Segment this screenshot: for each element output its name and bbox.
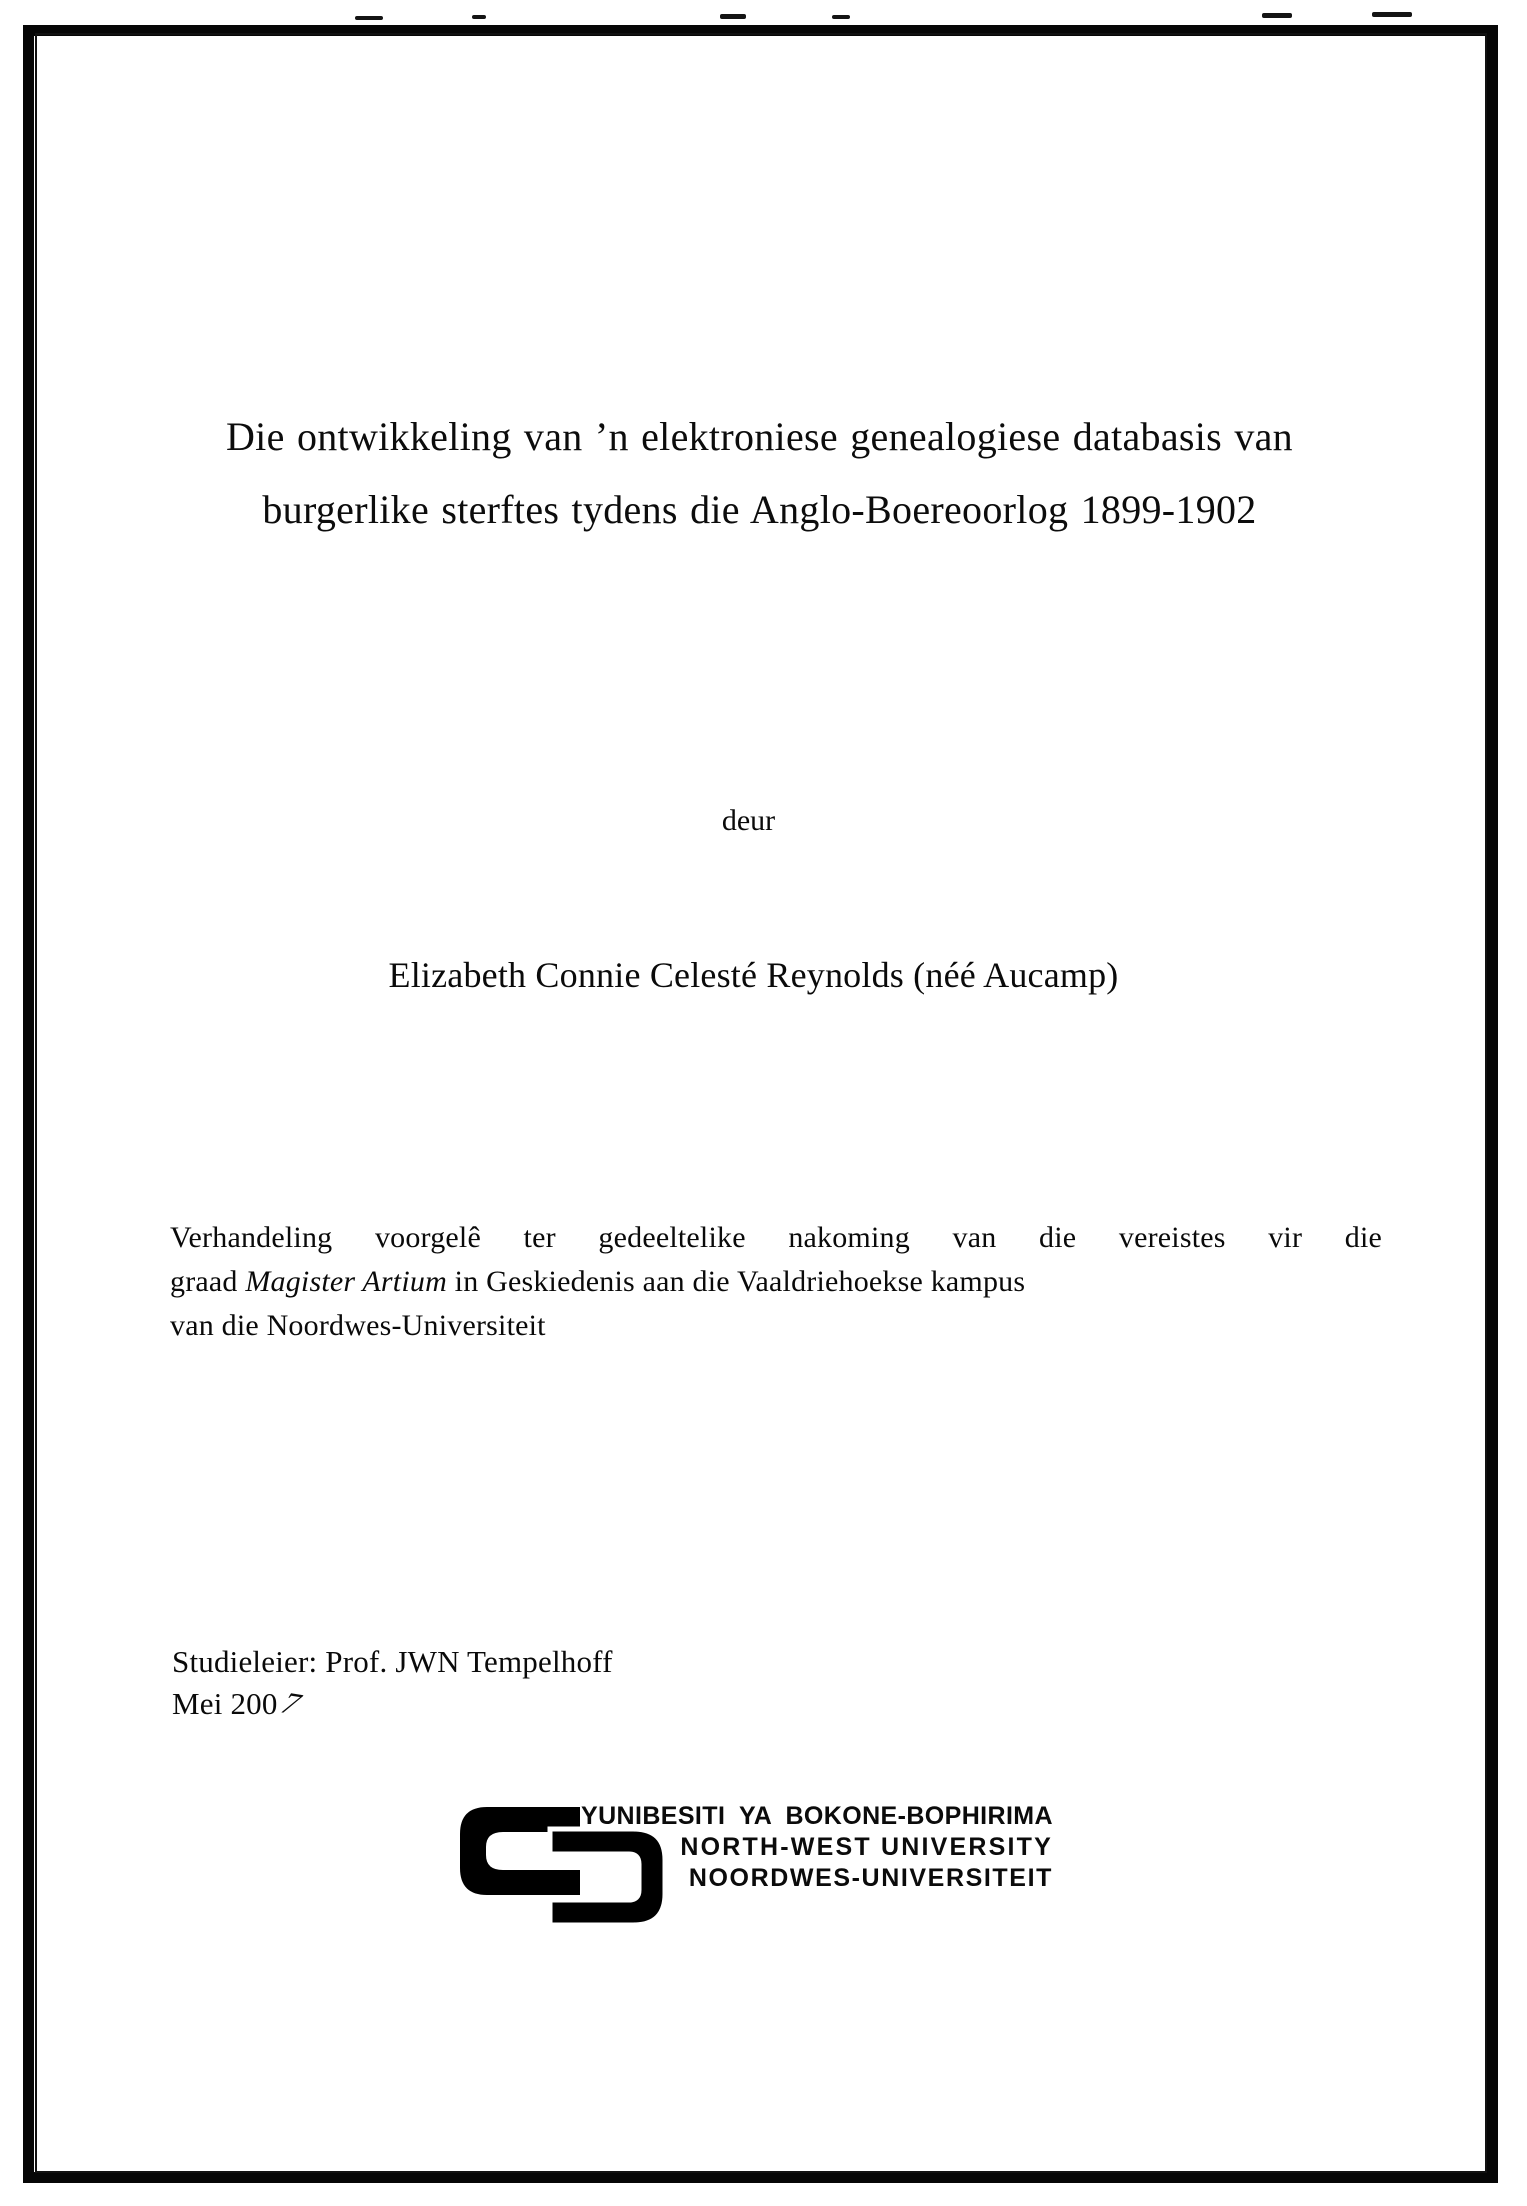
author-name: Elizabeth Connie Celesté Reynolds (néé Aucamp) bbox=[388, 955, 1119, 995]
degree-statement-line1: Verhandeling voorgelê ter gedeeltelike nakoming van die vereistes vir die bbox=[170, 1221, 1382, 1254]
supervisor-block bbox=[172, 1641, 613, 1725]
date-last-digit: 7 bbox=[273, 1685, 309, 1721]
scan-artifact bbox=[1262, 13, 1292, 18]
university-name-setswana: YUNIBESITI YA BOKONE-BOPHIRIMA bbox=[581, 1802, 1053, 1830]
date-prefix: Mei 200 bbox=[172, 1686, 278, 1721]
byline-label: deur bbox=[721, 804, 776, 837]
scan-artifact bbox=[355, 16, 383, 20]
degree-name-italic: Magister Artium bbox=[245, 1265, 447, 1298]
thesis-title bbox=[80, 400, 1439, 546]
degree-statement-line2 bbox=[170, 1260, 1382, 1304]
date-line bbox=[172, 1683, 613, 1725]
university-name-block bbox=[581, 1801, 1053, 1894]
thesis-title-line2: burgerlike sterftes tydens die Anglo-Boereoorlog 1899-1902 bbox=[262, 487, 1257, 532]
scan-artifact bbox=[472, 15, 486, 19]
north-west-university-logo bbox=[455, 1790, 1055, 1930]
degree-statement-line2-prefix: graad bbox=[170, 1265, 246, 1298]
university-name-english: NORTH-WEST UNIVERSITY bbox=[680, 1833, 1053, 1861]
scan-artifact bbox=[832, 15, 850, 19]
degree-statement-line2-suffix: in Geskiedenis aan die Vaaldriehoekse kampus bbox=[446, 1265, 1026, 1298]
thesis-title-line1: Die ontwikkeling van ’n elektroniese genealogiese databasis van bbox=[225, 414, 1293, 459]
supervisor-line: Studieleier: Prof. JWN Tempelhoff bbox=[172, 1644, 613, 1679]
degree-statement bbox=[170, 1216, 1382, 1348]
university-name-afrikaans: NOORDWES-UNIVERSITEIT bbox=[688, 1864, 1053, 1892]
degree-statement-line3: van die Noordwes-Universiteit bbox=[170, 1309, 546, 1342]
scan-artifact bbox=[1372, 12, 1412, 17]
scan-artifact bbox=[720, 14, 746, 19]
